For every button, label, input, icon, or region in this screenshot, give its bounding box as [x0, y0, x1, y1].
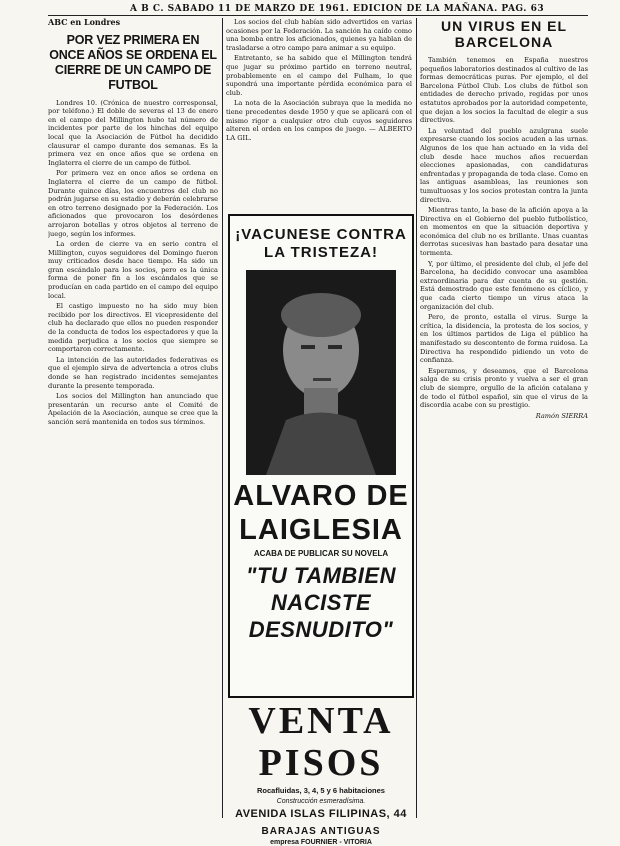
article-paragraph: La intención de las autoridades federativas es que el ejemplo sirva de advertencia a otros clubs donde se han registrado incidentes semejantes durante la presente temporada.	[48, 355, 218, 390]
book-advertisement	[228, 214, 414, 698]
ad-author-name: ALVARO DE LAIGLESIA	[233, 480, 409, 546]
article-paragraph: Londres 10. (Crónica de nuestro corresponsal, por teléfono.) El doble de severas el 13 de enero en el campo del Millington hubo tal número de incidentes por parte de los hinchas del equipo local que la Asociación de Fútbol ha decidido clausurar el campo durante dos semanas. Es la primera vez en once años que se ordena en Inglaterra el cierre de un campo de fútbol.	[48, 98, 218, 167]
column-divider	[222, 18, 223, 818]
article-headline-virus: UN VIRUS EN EL BARCELONA	[440, 18, 567, 50]
article-paragraph: La nota de la Asociación subraya que la medida no tiene precedentes desde 1950 y que se aplicará con el mismo rigor a cualquier otro club cuyos seguidores alteren el orden en los campos de juego. — ALBERTO LA GIL.	[226, 99, 412, 142]
classified-rooms: Rocafluidas, 3, 4, 5 y 6 habitaciones	[257, 786, 385, 795]
classified-second-ad: BARAJAS ANTIGUAS	[261, 826, 381, 837]
article-column-left	[48, 18, 218, 818]
classified-headline: VENTA PISOS	[248, 700, 394, 784]
article-paragraph: Entretanto, se ha sabido que el Millington tendrá que jugar su próximo partido en terreno neutral, probablemente en el campo del Fulham, lo que supondrá una importante pérdida económica para el club.	[226, 54, 412, 97]
author-portrait	[246, 270, 396, 475]
article-paragraph: Mientras tanto, la base de la afición apoya a la Directiva en el Gobierno del pueblo futbolístico, en momentos en que la situación deportiva y económica del club no es brillante. Unas cuantas derrotas sucesivas han bastado para desatar una tormenta.	[420, 206, 588, 258]
article-paragraph: También tenemos en España nuestros pequeños laboratorios destinados al cultivo de las formas democráticas puras. Por ejemplo, el del Barcelona Fútbol Club. Los clubs de fútbol son entidades de derecho privado, regidas por unos estatutos aprobados por la autoridad competente, que dejan a los socios la facultad de elegir a sus directivos.	[420, 56, 588, 125]
page-header: A B C. SABADO 11 DE MARZO DE 1961. EDICION DE LA MAÑANA. PAG. 63	[130, 4, 545, 14]
article-paragraph: El castigo impuesto no ha sido muy bien recibido por los directivos. El vicepresidente del club ha declarado que ellos no pueden responder de la conducta de todos los espectadores y que la medida perjudica a los socios que siempre se comportaron correctamente.	[48, 302, 218, 354]
article-paragraph: La voluntad del pueblo azulgrana suele expresarse cuando los socios acuden a las urnas. Algunos de los que han actuado en la vida del club desde hace muchos años recuerdan elecciones apasionadas, con candidaturas enfrentadas y propaganda de toda clase. Como en las antiguas asambleas, las reuniones son tumultuosas y los socios protestan contra la junta directiva.	[420, 126, 588, 204]
article-headline-stadium: POR VEZ PRIMERA EN ONCE AÑOS SE ORDENA EL CIERRE DE UN CAMPO DE FUTBOL	[49, 32, 217, 92]
ad-slogan: ¡VACUNESE CONTRA LA TRISTEZA!	[235, 226, 407, 261]
ad-book-title: "TU TAMBIEN NACISTE DESNUDITO"	[246, 563, 396, 642]
article-paragraph: La orden de cierre va en serio contra el Millington, cuyos seguidores del Domingo fueron muy criticados desde hace tiempo. Ha sido un gran escándalo para los socios, pero es la única forma de poner fin a los escándalos que se producían en cada partido en el campo del equipo local.	[48, 240, 218, 300]
article-paragraph: Por primera vez en once años se ordena en Inglaterra el cierre de un campo de fútbol. Durante quince días, los encuentros del club no podrán jugarse en su estadio y deberán celebrarse en otro terreno designado por la Federación. Los aficionados que provocaron los desórdenes arrojaron botellas y otros objetos al terreno de juego, según los informes.	[48, 169, 218, 238]
article-kicker: ABC en Londres	[48, 18, 121, 27]
ad-subline: ACABA DE PUBLICAR SU NOVELA	[253, 549, 389, 558]
article-paragraph: Pero, de pronto, estalla el virus. Surge la crítica, la disidencia, la protesta de los socios, y en los últimos partidos de Liga el público ha manifestado su descontento de forma ruidosa. La Directiva ha respondido pidiendo un voto de confianza.	[420, 313, 588, 365]
article-paragraph: Los socios del Millington han anunciado que presentarán un recurso ante el Comité de Apelación de la Asociación, aunque se cree que la sanción será mantenida en todos sus términos.	[48, 392, 218, 426]
header-rule	[48, 15, 588, 16]
article-signature: Ramón SIERRA	[535, 411, 588, 420]
column-divider	[416, 18, 417, 818]
classified-second-sub: empresa FOURNIER - VITORIA	[270, 839, 372, 846]
author-portrait-graphic	[246, 270, 396, 475]
article-paragraph: Esperamos, y deseamos, que el Barcelona salga de su crisis pronto y vuelva a ser el gran club de siempre, orgullo de la afición catalana y de todo el fútbol español, sin que el virus de la discordia acabe con su prestigio.	[420, 366, 588, 410]
article-column-middle	[226, 18, 412, 208]
classified-construction: Construcción esmeradísima.	[276, 798, 366, 805]
article-column-right	[420, 18, 588, 818]
classified-address: AVENIDA ISLAS FILIPINAS, 44	[235, 808, 407, 820]
article-paragraph: Los socios del club habían sido advertidos en varias ocasiones por la Federación. La sanción ha caído como una bomba entre los aficionados, quienes ya hablan de trasladarse a otro campo para animar a su equipo.	[226, 18, 412, 52]
article-paragraph: Y, por último, el presidente del club, el jefe del Barcelona, ha decidido convocar una asamblea extraordinaria para dar cuenta de su gestión. Está demostrado que este fenómeno es cíclico, y que cada cierto tiempo un virus ataca la organización del club.	[420, 259, 588, 311]
classified-ads	[228, 700, 414, 846]
